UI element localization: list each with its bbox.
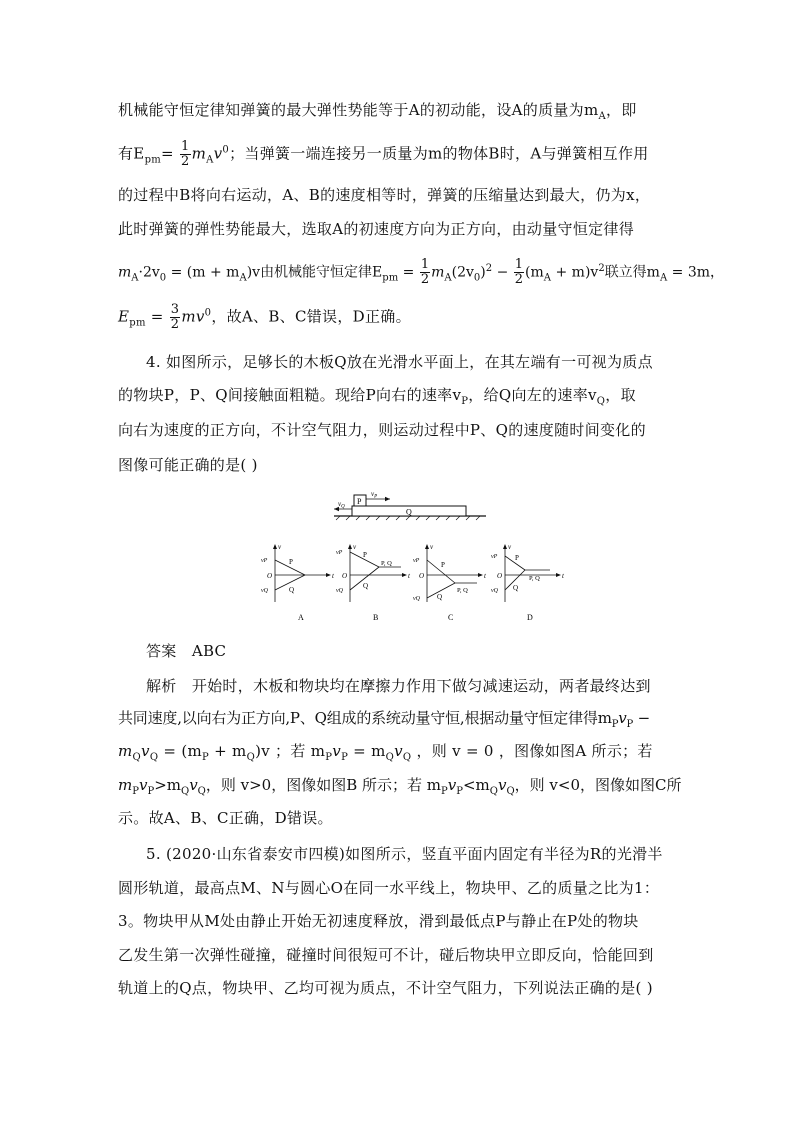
- sub: A: [239, 272, 247, 284]
- text: 的物块P，P、Q间接触面粗糙。现给P向右的速率v: [118, 386, 462, 404]
- sub: A: [206, 154, 214, 166]
- text: ，故A、B、C错误，D正确。: [211, 307, 411, 326]
- sub: P: [611, 719, 619, 730]
- text: 开始时，木板和物块均在摩擦力作用下做匀减速运动，两者最终达到: [191, 677, 651, 695]
- vq-label: $v_Q$: [338, 500, 345, 510]
- text: =: [161, 144, 174, 163]
- axis-v-label: v: [278, 543, 282, 551]
- pq-label: P, Q: [529, 575, 540, 582]
- vp-tick-label: vP: [413, 558, 420, 564]
- text: 有E: [118, 144, 145, 163]
- text: ): [480, 264, 486, 281]
- sub: P: [147, 786, 155, 797]
- text: = m: [348, 742, 386, 760]
- sup: 0: [204, 307, 212, 319]
- caption: B: [373, 613, 379, 622]
- graph-c: [413, 543, 487, 622]
- axis-v-label: v: [430, 543, 434, 551]
- sub: A: [598, 111, 607, 122]
- text: 4. 如图所示，足够长的木板Q放在光滑水平面上，在其左端有一可视为质点: [146, 353, 653, 371]
- origin-label: O: [419, 572, 425, 580]
- vp-arrowhead: [385, 497, 390, 501]
- sub: Q: [489, 786, 498, 797]
- axis-v-label: v: [353, 543, 357, 551]
- sub: A: [659, 272, 668, 284]
- para1-line1: [118, 100, 680, 127]
- text: 此时弹簧的弹性势能最大，选取A的初速度方向为正方向，由动量守恒定律得: [118, 220, 635, 238]
- analysis-label: 解析: [146, 677, 177, 695]
- axis-t-label: t: [408, 572, 410, 580]
- text: 乙发生第一次弹性碰撞，碰撞时间很短可不计，碰后物块甲立即反向，恰能回到: [118, 946, 654, 964]
- text: <m: [462, 776, 490, 794]
- text: ，则 v<0，图像如图C所: [514, 776, 682, 794]
- para1-line2: [118, 140, 680, 171]
- sup: 2: [598, 262, 605, 274]
- caption: A: [298, 613, 304, 622]
- axis-v-arrowhead: [273, 544, 277, 549]
- graph-a: [261, 543, 335, 622]
- text: ，即: [606, 101, 637, 119]
- axis-v-arrowhead: [503, 544, 507, 549]
- text: =: [398, 264, 419, 281]
- origin-label: O: [342, 572, 348, 580]
- p-label: P: [363, 551, 367, 559]
- sub: P: [441, 786, 448, 797]
- text: m: [431, 264, 445, 281]
- sub: A: [131, 272, 139, 284]
- sub: P: [132, 786, 139, 797]
- axis-t-arrowhead: [478, 573, 483, 577]
- fraction: [514, 258, 524, 287]
- denominator: 2: [514, 272, 524, 287]
- q4-line2: [118, 385, 680, 412]
- text: 联立得m: [604, 264, 660, 281]
- denominator: 2: [181, 154, 190, 169]
- text: ，则 v = 0 ，图像如图A 所示；若: [411, 742, 653, 760]
- para1-line4: [118, 219, 680, 239]
- text: v: [189, 776, 198, 794]
- sub: Q: [506, 786, 515, 797]
- axis-v-arrowhead: [348, 544, 352, 549]
- text: v: [213, 144, 223, 163]
- para1-line6: [118, 303, 680, 334]
- text: ，取: [605, 386, 636, 404]
- vp-tick-label: vP: [491, 554, 498, 560]
- text: −: [492, 264, 513, 281]
- q5-line3: [118, 911, 680, 931]
- pq-label: P, Q: [457, 587, 468, 594]
- text: v: [394, 742, 403, 760]
- answer-value: ABC: [191, 642, 227, 660]
- text: = (m: [158, 742, 202, 760]
- p-label: P: [289, 558, 293, 566]
- sub: Q: [385, 752, 395, 763]
- text: m: [118, 742, 133, 760]
- sub: Q: [246, 752, 256, 763]
- sub: P: [341, 752, 349, 763]
- block-p-label: P: [357, 497, 362, 506]
- vq-tick-label: vQ: [261, 588, 268, 594]
- graph-b: [336, 543, 411, 622]
- answer-label: 答案: [146, 642, 177, 660]
- text: v: [141, 742, 150, 760]
- axis-t-label: t: [332, 572, 334, 580]
- sub: pm: [129, 317, 146, 329]
- p-label: P: [441, 561, 445, 569]
- numerator: 1: [420, 257, 430, 272]
- denominator: 2: [420, 272, 430, 287]
- graph-d: [491, 543, 565, 622]
- numerator: 3: [170, 302, 180, 317]
- text: >m: [154, 776, 181, 794]
- analysis-line3: [118, 741, 680, 768]
- text: 机械能守恒定律知弹簧的最大弹性势能等于A的初动能，设A的质量为m: [118, 101, 599, 119]
- text: m: [191, 144, 207, 163]
- axis-t-arrowhead: [402, 573, 407, 577]
- q5-line2: [118, 878, 680, 898]
- sub: Q: [149, 752, 159, 763]
- q5-line4: [118, 945, 680, 965]
- q-label: Q: [289, 586, 295, 594]
- axis-t-label: t: [484, 572, 486, 580]
- sub: P: [325, 752, 333, 763]
- velocity-graphs: [255, 540, 575, 626]
- text: E: [118, 307, 130, 326]
- fraction: [170, 303, 181, 332]
- axis-v-label: v: [508, 543, 512, 551]
- sub: pm: [382, 272, 399, 284]
- text: = (m + m: [166, 264, 240, 281]
- text: v: [138, 776, 148, 794]
- text: 轨道上的Q点，物块甲、乙均可视为质点，不计空气阻力，下列说法正确的是( ): [118, 979, 653, 997]
- sub: P: [202, 752, 210, 763]
- para1-line5: [118, 257, 725, 288]
- q5-line5: [118, 978, 680, 998]
- text: v: [497, 776, 507, 794]
- q-label: Q: [363, 582, 369, 590]
- origin-label: O: [497, 572, 503, 580]
- vp-tick-label: vP: [336, 550, 343, 556]
- text: )v ；若 m: [255, 742, 326, 760]
- text: −: [633, 709, 651, 727]
- text: v: [332, 742, 342, 760]
- text: ；当弹簧一端连接另一质量为m的物体B时，A与弹簧相互作用: [229, 144, 649, 163]
- text: 由机械能守恒定律E: [260, 264, 383, 281]
- text: =: [145, 307, 169, 326]
- vq-tick-label: vQ: [491, 588, 498, 594]
- text: (2v: [451, 264, 474, 281]
- analysis-line5: [118, 808, 680, 828]
- axis-t-label: t: [562, 572, 564, 580]
- board-block-figure: [330, 486, 490, 522]
- analysis-line2: [118, 708, 680, 735]
- para1-line3: [118, 185, 680, 205]
- sup: 0: [222, 144, 230, 156]
- axis-v-arrowhead: [425, 544, 429, 549]
- text: ，给Q向左的速率v: [468, 386, 597, 404]
- numerator: 1: [181, 139, 190, 154]
- q4-line3: [118, 420, 680, 440]
- q-label: Q: [513, 584, 519, 592]
- text: v: [618, 709, 627, 727]
- caption: C: [448, 613, 454, 622]
- sub: Q: [596, 396, 606, 407]
- sub: pm: [144, 154, 162, 166]
- board-q-label: Q: [406, 507, 412, 517]
- text: mv: [181, 307, 205, 326]
- p-label: P: [515, 554, 519, 562]
- text: + m)v: [551, 264, 599, 281]
- sub: Q: [132, 752, 142, 763]
- q4-line4: [118, 455, 680, 475]
- numerator: 1: [514, 257, 524, 272]
- text: ，则 v>0，图像如图B 所示；若 m: [205, 776, 442, 794]
- sub: A: [543, 272, 552, 284]
- text: (m: [525, 264, 544, 281]
- axis-t-arrowhead: [326, 573, 331, 577]
- text: 示。故A、B、C正确，D错误。: [118, 809, 333, 827]
- vp-tick-label: vP: [261, 558, 268, 564]
- sub: P: [456, 786, 463, 797]
- text: 的过程中B将向右运动，A、B的速度相等时，弹簧的压缩量达到最大，仍为x，: [118, 186, 651, 204]
- fraction: [180, 140, 191, 169]
- answer-line: [146, 641, 680, 661]
- text: v: [447, 776, 457, 794]
- fraction: [420, 258, 430, 287]
- text: 圆形轨道，最高点M、N与圆心O在同一水平线上，物块甲、乙的质量之比为1：: [118, 879, 660, 897]
- text: + m: [209, 742, 247, 760]
- text: m: [118, 264, 132, 281]
- origin-label: O: [267, 572, 273, 580]
- text: 图像可能正确的是( ): [118, 456, 258, 474]
- q4-line1: [146, 352, 680, 372]
- vp-label: $v_P$: [371, 490, 378, 500]
- axis-t-arrowhead: [556, 573, 561, 577]
- text: )v: [246, 264, 261, 281]
- sub: Q: [402, 752, 412, 763]
- caption: D: [527, 613, 533, 622]
- q5-line1: [146, 844, 680, 864]
- analysis-line4: [118, 775, 680, 802]
- sub: Q: [197, 786, 206, 797]
- text: 5. (2020·山东省泰安市四模)如图所示，竖直平面内固定有半径为R的光滑半: [146, 845, 663, 863]
- sub: P: [626, 719, 634, 730]
- denominator: 2: [170, 317, 180, 332]
- text: 共同速度,以向右为正方向,P、Q组成的系统动量守恒,根据动量守恒定律得m: [118, 709, 612, 727]
- vq-tick-label: vQ: [413, 596, 420, 602]
- sub: 0: [159, 272, 167, 284]
- analysis-line1: [146, 676, 680, 696]
- text: ·2v: [138, 264, 160, 281]
- sub: P: [461, 396, 469, 407]
- sub: 0: [473, 272, 481, 284]
- q-label: Q: [437, 593, 443, 601]
- text: 3。物块甲从M处由静止开始无初速度释放，滑到最低点P与静止在P处的物块: [118, 912, 639, 930]
- text: m: [118, 776, 133, 794]
- vq-tick-label: vQ: [336, 588, 343, 594]
- pq-label: P, Q: [381, 560, 392, 567]
- sub: Q: [180, 786, 190, 797]
- sub: A: [444, 272, 452, 284]
- text: = 3m，: [667, 264, 725, 281]
- sup: 2: [485, 262, 493, 274]
- text: 向右为速度的正方向，不计空气阻力，则运动过程中P、Q的速度随时间变化的: [118, 421, 646, 439]
